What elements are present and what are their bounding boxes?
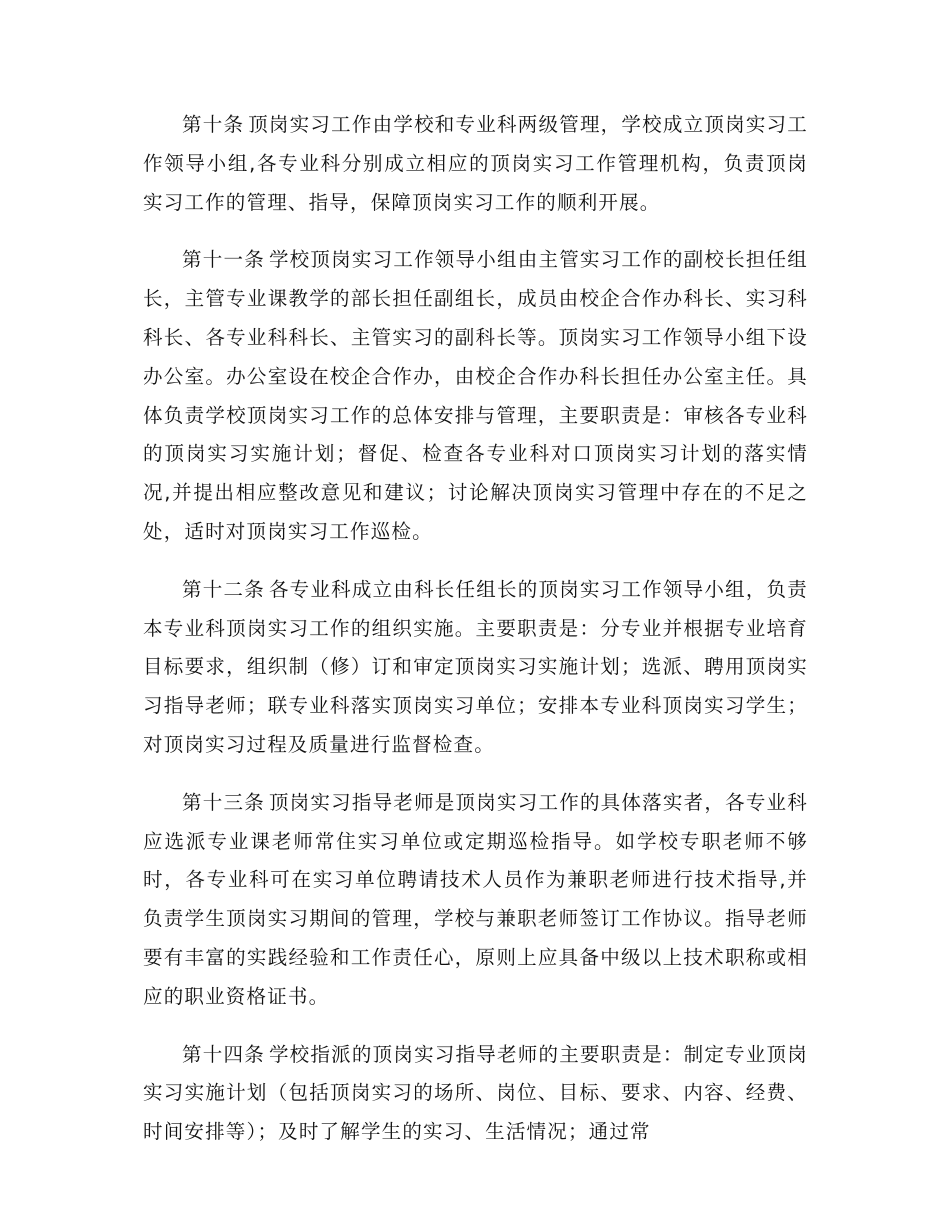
article-text: 顶岗实习工作由学校和专业科两级管理，学校成立顶岗实习工作领导小组,各专业科分别成立相应的顶岗实习工作管理机构，负责顶岗实习工作的管理、指导，保障顶岗实习工作的顺利开展。 xyxy=(143,113,808,214)
article-14 xyxy=(143,1036,808,1152)
article-10 xyxy=(143,106,808,222)
article-number: 第十二条 xyxy=(182,577,265,601)
document-body xyxy=(143,106,808,1171)
article-13 xyxy=(143,784,808,1017)
article-12 xyxy=(143,571,808,765)
article-number: 第十四条 xyxy=(182,1042,265,1066)
article-text: 学校指派的顶岗实习指导老师的主要职责是：制定专业顶岗实习实施计划（包括顶岗实习的场所、岗位、目标、要求、内容、经费、时间安排等）；及时了解学生的实习、生活情况；通过常 xyxy=(143,1042,808,1144)
article-number: 第十条 xyxy=(182,113,245,136)
article-text: 顶岗实习指导老师是顶岗实习工作的具体落实者，各专业科应选派专业课老师常住实习单位或定期巡检指导。如学校专职老师不够时，各专业科可在实习单位聘请技术人员作为兼职老师进行技术指导,并负责学生顶岗实习期间的管理，学校与兼职老师签订工作协议。指导老师要有丰富的实践经验和工作责任心，原则上应具备中级以上技术职称或相应的职业资格证书。 xyxy=(143,790,808,1008)
article-text: 学校顶岗实习工作领导小组由主管实习工作的副校长担任组长，主管专业课教学的部长担任副组长，成员由校企合作办科长、实习科科长、各专业科科长、主管实习的副科长等。顶岗实习工作领导小组下设办公室。办公室设在校企合作办，由校企合作办科长担任办公室主任。具体负责学校顶岗实习工作的总体安排与管理，主要职责是：审核各专业科的顶岗实习实施计划；督促、检查各专业科对口顶岗实习计划的落实情况,并提出相应整改意见和建议；讨论解决顶岗实习管理中存在的不足之处，适时对顶岗实习工作巡检。 xyxy=(143,248,808,543)
article-number: 第十三条 xyxy=(182,790,265,814)
article-11 xyxy=(143,241,808,551)
article-number: 第十一条 xyxy=(182,248,265,272)
article-text: 各专业科成立由科长任组长的顶岗实习工作领导小组，负责本专业科顶岗实习工作的组织实施。主要职责是：分专业并根据专业培育目标要求，组织制（修）订和审定顶岗实习实施计划；选派、聘用顶岗实习指导老师；联专业科落实顶岗实习单位；安排本专业科顶岗实习学生；对顶岗实习过程及质量进行监督检查。 xyxy=(143,577,808,756)
